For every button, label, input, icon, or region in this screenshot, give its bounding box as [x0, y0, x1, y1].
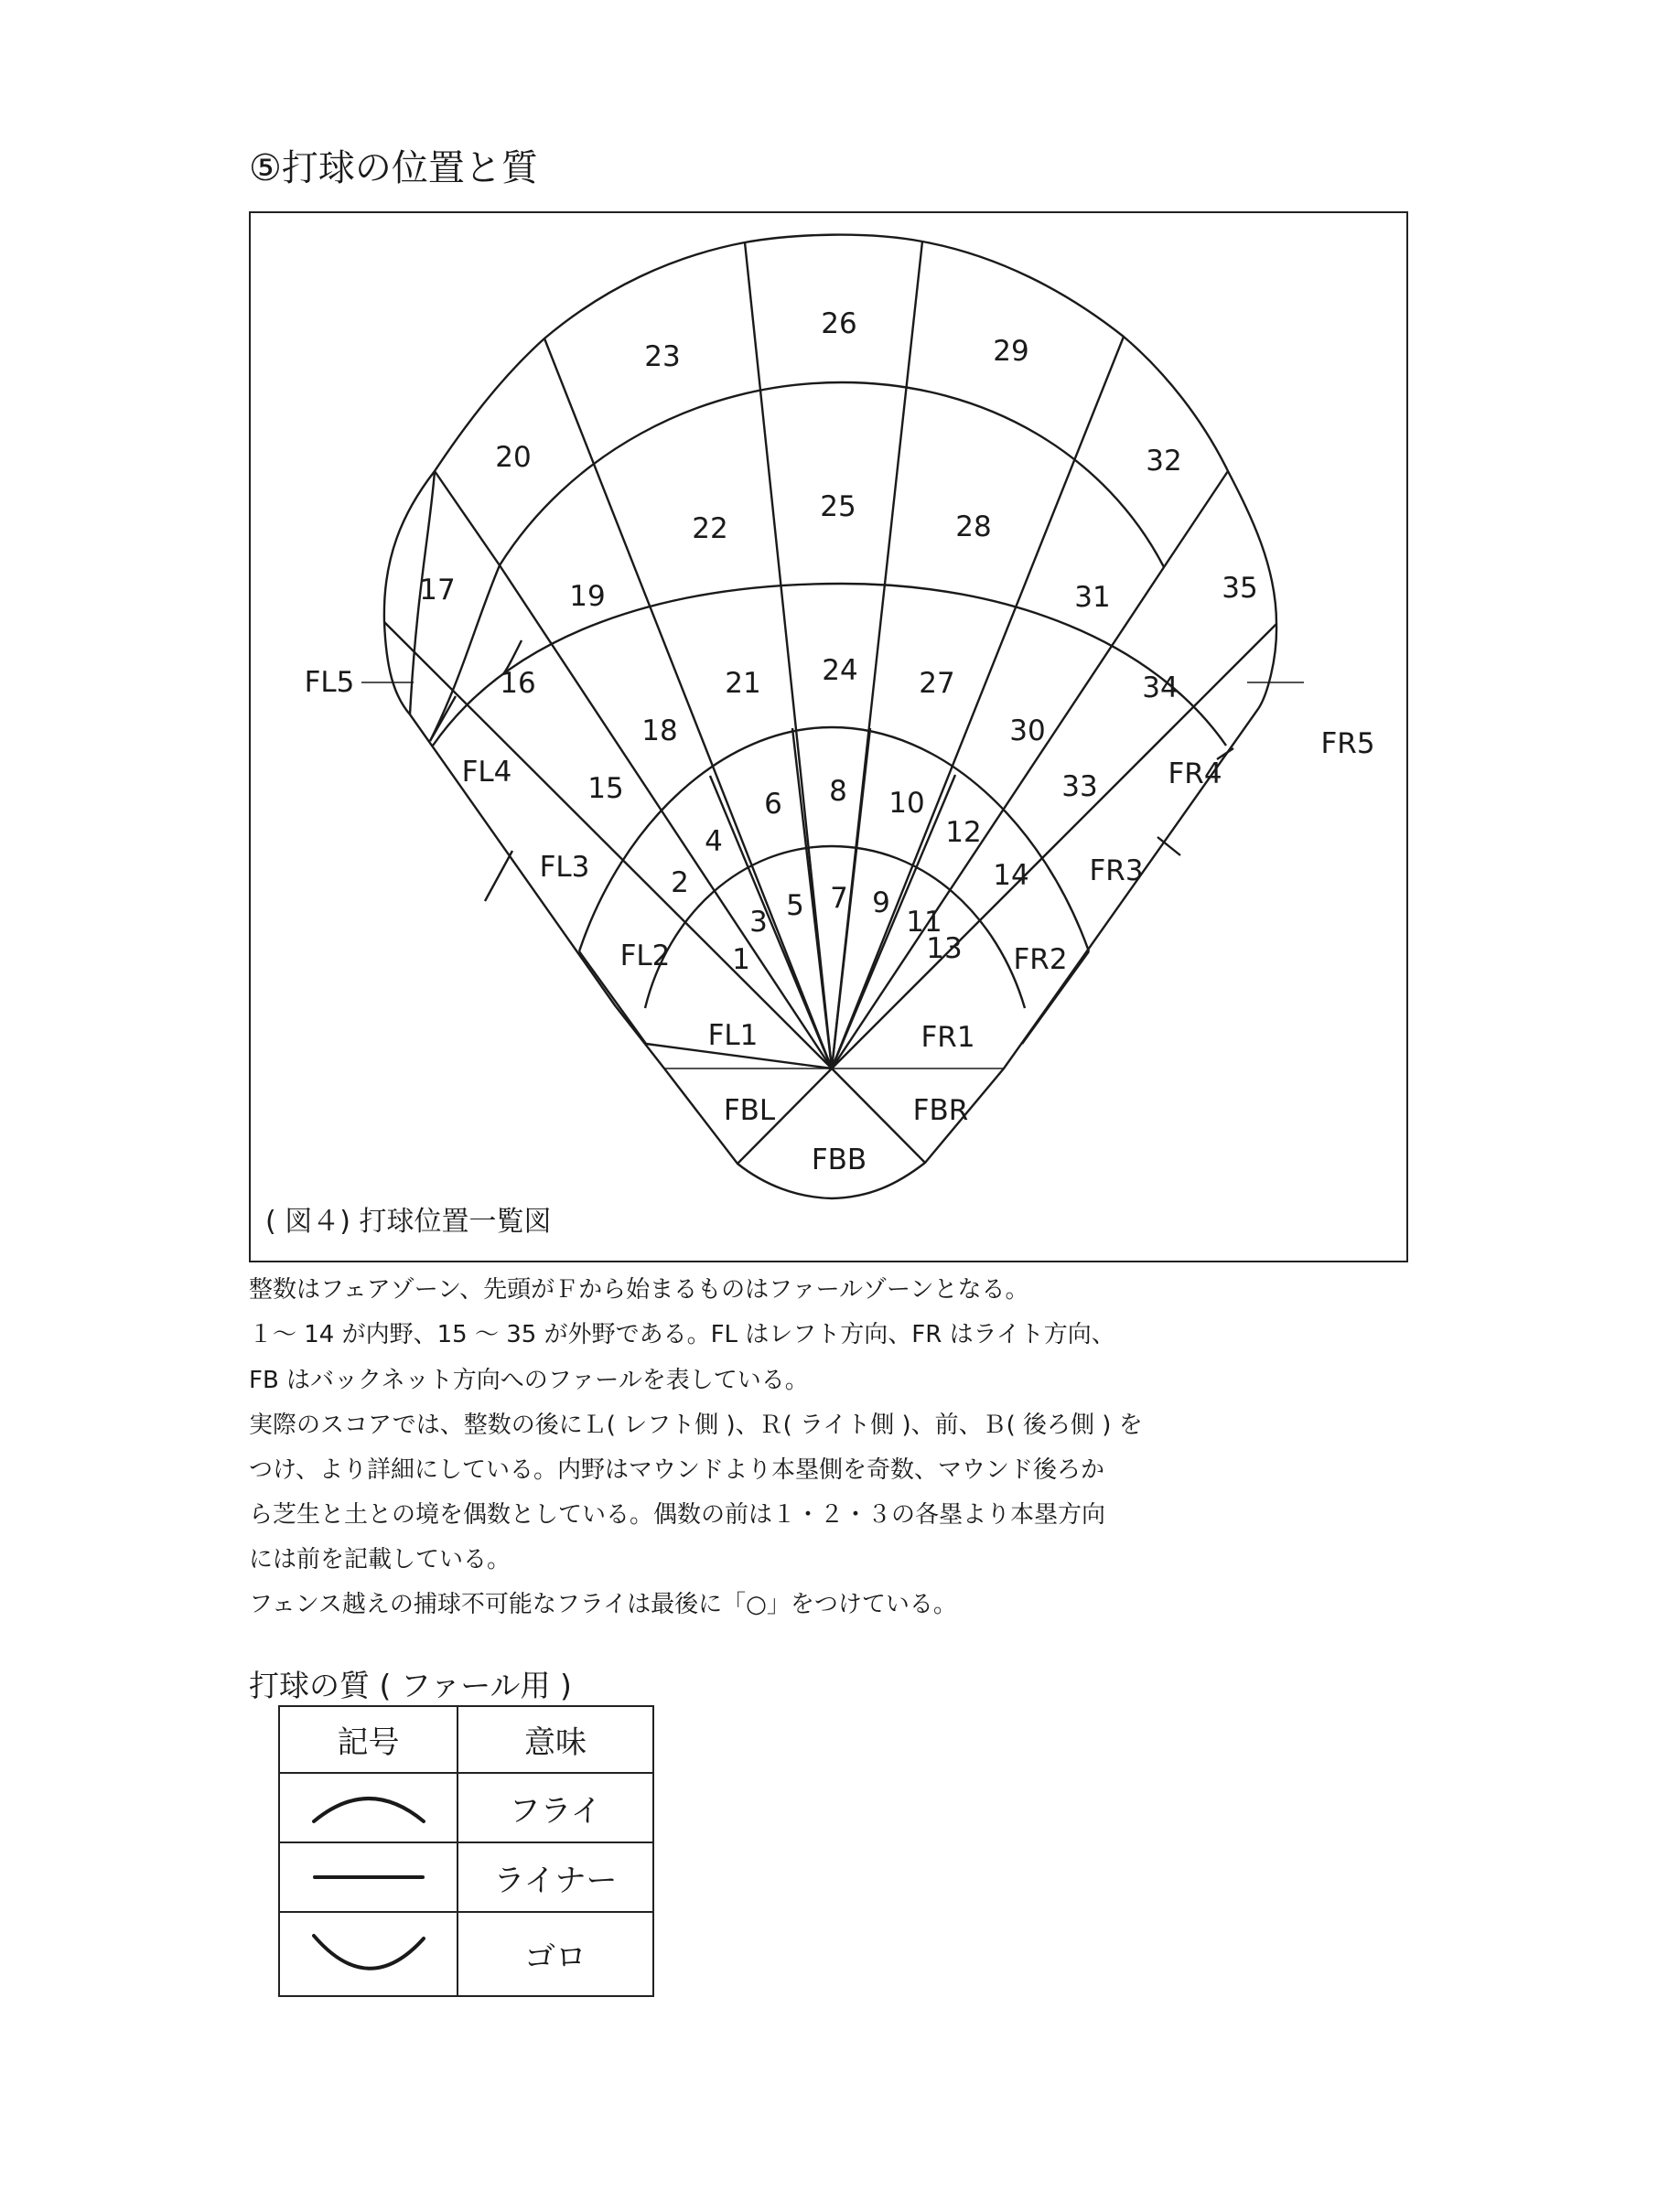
zone-label: 22 — [692, 512, 728, 545]
zone-label: 26 — [821, 307, 857, 340]
zone-label: FBL — [723, 1094, 776, 1127]
zone-label: 18 — [641, 714, 678, 747]
zone-label: FL4 — [461, 756, 512, 789]
zone-label: 11 — [906, 906, 942, 939]
zone-label: 32 — [1146, 445, 1182, 478]
zone-label: 21 — [725, 667, 761, 700]
quality-table-title: 打球の質 ( ファール用 ) — [249, 1668, 572, 1703]
zone-label: FR5 — [1320, 727, 1375, 760]
zone-label: FR3 — [1089, 854, 1144, 887]
zone-label: 3 — [749, 906, 768, 939]
zone-label: 8 — [829, 775, 847, 808]
zone-label: 2 — [671, 866, 689, 899]
zone-label: 29 — [993, 335, 1029, 368]
right-foul-line — [832, 624, 1276, 1068]
note-line: 実際のスコアでは、整数の後にＬ( レフト側 )、Ｒ( ライト側 )、前、Ｂ( 後ろ側 ) を — [249, 1412, 1143, 1439]
zone-label: 16 — [500, 667, 536, 700]
zone-label: 12 — [945, 816, 982, 849]
zone-label: 33 — [1061, 770, 1098, 803]
zone-label: 30 — [1009, 714, 1046, 747]
table-row — [279, 1842, 653, 1912]
zone-label: 14 — [993, 859, 1029, 892]
page-title: ⑤打球の位置と質 — [249, 147, 538, 189]
table-row — [279, 1773, 653, 1842]
zone-label: 19 — [569, 580, 606, 613]
zone-label: 7 — [830, 882, 848, 915]
zone-label: FR1 — [921, 1021, 975, 1054]
radial-line — [544, 338, 832, 1068]
zone-label: 13 — [926, 932, 963, 965]
zone-label: 9 — [872, 886, 890, 919]
figure-caption: ( 図４) 打球位置一覧図 — [265, 1206, 552, 1238]
meaning-cell: フライ — [458, 1773, 653, 1842]
zone-label: 5 — [786, 889, 804, 922]
meaning-cell: ライナー — [458, 1842, 653, 1912]
table-row — [279, 1912, 653, 1996]
zone-label: 25 — [820, 490, 856, 523]
zone-label: FL2 — [619, 940, 671, 972]
zone-label: 20 — [495, 441, 532, 474]
left-foul-line — [384, 622, 832, 1068]
zone-label: 35 — [1222, 572, 1258, 605]
radial-line — [832, 337, 1124, 1068]
zone-label: 28 — [955, 510, 992, 543]
zone-label: 23 — [644, 340, 681, 373]
header-meaning: 意味 — [458, 1706, 653, 1773]
note-line: には前を記載している。 — [249, 1546, 511, 1573]
note-line: フェンス越えの捕球不可能なフライは最後に「○」をつけている。 — [249, 1591, 957, 1618]
zone-label: 4 — [705, 825, 723, 858]
zone-label: FR4 — [1168, 757, 1222, 790]
zone-label: 31 — [1074, 581, 1111, 614]
zone-label: 10 — [888, 787, 925, 820]
zone-label: 6 — [764, 788, 782, 821]
header-symbol: 記号 — [279, 1706, 458, 1773]
straight-line-icon — [309, 1868, 428, 1886]
table-header-row — [279, 1706, 653, 1773]
note-line: １～ 14 が内野、15 ～ 35 が外野である。FL はレフト方向、FR はライト方向、 — [249, 1321, 1115, 1348]
zone-label: FL3 — [539, 851, 590, 884]
zone-label: 27 — [919, 667, 955, 700]
radial-line — [745, 242, 832, 1068]
arc-down-icon — [309, 1931, 428, 1977]
zone-label: FL5 — [304, 666, 355, 699]
note-line: つけ、より詳細にしている。内野はマウンドより本塁側を奇数、マウンド後ろか — [249, 1456, 1104, 1484]
zone-label: 24 — [822, 654, 858, 687]
foul-ring-left — [430, 696, 512, 901]
zone-label: FR2 — [1013, 943, 1068, 976]
arc-up-icon — [309, 1789, 428, 1826]
zone-label: 15 — [587, 772, 624, 805]
zone-label: 17 — [419, 574, 456, 607]
note-line: ら芝生と土との境を偶数としている。偶数の前は１・２・３の各塁より本塁方向 — [249, 1501, 1106, 1529]
zone-label: 1 — [732, 943, 750, 976]
arc-infield-outer — [579, 727, 1089, 951]
batted-ball-quality-table — [278, 1705, 654, 1997]
zone-label: FL1 — [707, 1019, 759, 1052]
meaning-cell: ゴロ — [458, 1912, 653, 1996]
note-line: FB はバックネット方向へのファールを表している。 — [249, 1367, 809, 1394]
zone-label: 34 — [1142, 671, 1179, 704]
zone-label: FBB — [811, 1144, 867, 1176]
zone-label: FBR — [912, 1094, 969, 1127]
note-line: 整数はフェアゾーン、先頭がＦから始まるものはファールゾーンとなる。 — [249, 1276, 1029, 1304]
